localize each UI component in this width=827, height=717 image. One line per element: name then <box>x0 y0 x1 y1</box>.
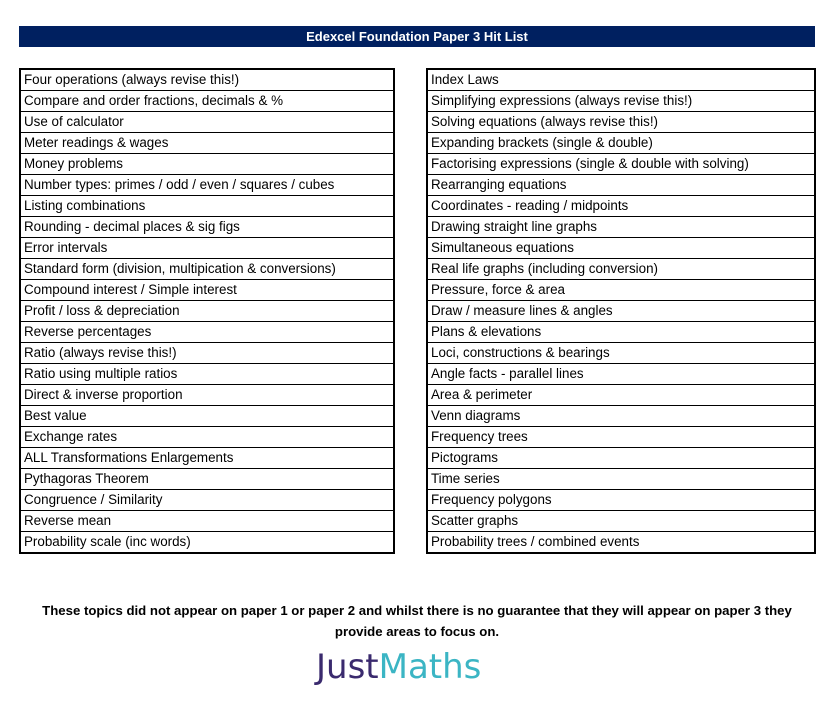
table-row <box>20 532 394 554</box>
topic-cell: Simultaneous equations <box>427 238 815 259</box>
topic-cell: Congruence / Similarity <box>20 490 394 511</box>
table-row <box>20 427 394 448</box>
topic-cell: Pythagoras Theorem <box>20 469 394 490</box>
table-row <box>427 69 815 91</box>
table-row <box>20 175 394 196</box>
table-row <box>427 259 815 280</box>
table-row <box>427 343 815 364</box>
table-row <box>427 217 815 238</box>
table-row <box>20 469 394 490</box>
topic-cell: Best value <box>20 406 394 427</box>
table-row <box>20 217 394 238</box>
topic-cell: Frequency polygons <box>427 490 815 511</box>
table-row <box>427 490 815 511</box>
table-row <box>427 112 815 133</box>
topic-cell: Use of calculator <box>20 112 394 133</box>
logo-text-just: Just <box>316 647 379 687</box>
table-row <box>20 69 394 91</box>
topic-cell: Reverse mean <box>20 511 394 532</box>
table-row <box>20 133 394 154</box>
table-row <box>427 427 815 448</box>
table-row <box>427 280 815 301</box>
table-row <box>427 469 815 490</box>
topic-cell: Compound interest / Simple interest <box>20 280 394 301</box>
topic-cell: Real life graphs (including conversion) <box>427 259 815 280</box>
table-row <box>427 322 815 343</box>
table-row <box>427 133 815 154</box>
topic-cell: Time series <box>427 469 815 490</box>
topic-cell: Ratio using multiple ratios <box>20 364 394 385</box>
topic-cell: Reverse percentages <box>20 322 394 343</box>
topic-cell: Compare and order fractions, decimals & % <box>20 91 394 112</box>
topic-cell: Meter readings & wages <box>20 133 394 154</box>
topics-table-right <box>426 68 816 554</box>
topic-cell: Coordinates - reading / midpoints <box>427 196 815 217</box>
topic-cell: Index Laws <box>427 69 815 91</box>
table-row <box>20 364 394 385</box>
topic-cell: Loci, constructions & bearings <box>427 343 815 364</box>
table-row <box>427 175 815 196</box>
table-row <box>20 448 394 469</box>
topic-cell: Error intervals <box>20 238 394 259</box>
logo-text <box>314 647 481 687</box>
table-row <box>427 511 815 532</box>
topic-cell: Profit / loss & depreciation <box>20 301 394 322</box>
topic-cell: Expanding brackets (single & double) <box>427 133 815 154</box>
topic-cell: Frequency trees <box>427 427 815 448</box>
table-row <box>20 238 394 259</box>
topic-cell: Probability trees / combined events <box>427 532 815 554</box>
topic-cell: Solving equations (always revise this!) <box>427 112 815 133</box>
topic-cell: Rounding - decimal places & sig figs <box>20 217 394 238</box>
topic-cell: Probability scale (inc words) <box>20 532 394 554</box>
topic-cell: Scatter graphs <box>427 511 815 532</box>
topic-cell: Number types: primes / odd / even / squares / cubes <box>20 175 394 196</box>
topic-cell: Draw / measure lines & angles <box>427 301 815 322</box>
table-row <box>20 406 394 427</box>
topic-cell: Ratio (always revise this!) <box>20 343 394 364</box>
topic-cell: Pressure, force & area <box>427 280 815 301</box>
logo-text-maths: Maths <box>378 647 482 687</box>
topic-cell: Venn diagrams <box>427 406 815 427</box>
table-row <box>20 196 394 217</box>
topic-cell: Rearranging equations <box>427 175 815 196</box>
topic-cell: Pictograms <box>427 448 815 469</box>
topic-cell: Four operations (always revise this!) <box>20 69 394 91</box>
page-title: Edexcel Foundation Paper 3 Hit List <box>19 26 815 47</box>
topic-cell: Factorising expressions (single & double with solving) <box>427 154 815 175</box>
justmaths-logo <box>300 642 482 692</box>
table-row <box>427 196 815 217</box>
table-row <box>20 385 394 406</box>
topic-cell: Money problems <box>20 154 394 175</box>
table-row <box>20 490 394 511</box>
topic-cell: Drawing straight line graphs <box>427 217 815 238</box>
topic-cell: Standard form (division, multipication & conversions) <box>20 259 394 280</box>
topic-cell: Angle facts - parallel lines <box>427 364 815 385</box>
table-row <box>427 406 815 427</box>
table-row <box>20 511 394 532</box>
topic-cell: Listing combinations <box>20 196 394 217</box>
table-row <box>20 343 394 364</box>
table-row <box>427 301 815 322</box>
table-row <box>20 301 394 322</box>
topic-cell: Area & perimeter <box>427 385 815 406</box>
table-row <box>20 280 394 301</box>
topic-cell: ALL Transformations Enlargements <box>20 448 394 469</box>
table-row <box>427 238 815 259</box>
footnote: These topics did not appear on paper 1 or paper 2 and whilst there is no guarantee that they will appear on paper 3 they provide areas to focus on. <box>42 603 792 639</box>
topic-cell: Plans & elevations <box>427 322 815 343</box>
table-row <box>427 385 815 406</box>
topic-cell: Simplifying expressions (always revise this!) <box>427 91 815 112</box>
table-row <box>427 532 815 554</box>
table-row <box>20 154 394 175</box>
table-row <box>20 91 394 112</box>
table-row <box>20 112 394 133</box>
table-row <box>427 91 815 112</box>
table-row <box>427 448 815 469</box>
table-row <box>427 364 815 385</box>
topic-cell: Direct & inverse proportion <box>20 385 394 406</box>
topic-cell: Exchange rates <box>20 427 394 448</box>
table-row <box>427 154 815 175</box>
topics-table-left <box>19 68 395 554</box>
table-row <box>20 322 394 343</box>
table-row <box>20 259 394 280</box>
